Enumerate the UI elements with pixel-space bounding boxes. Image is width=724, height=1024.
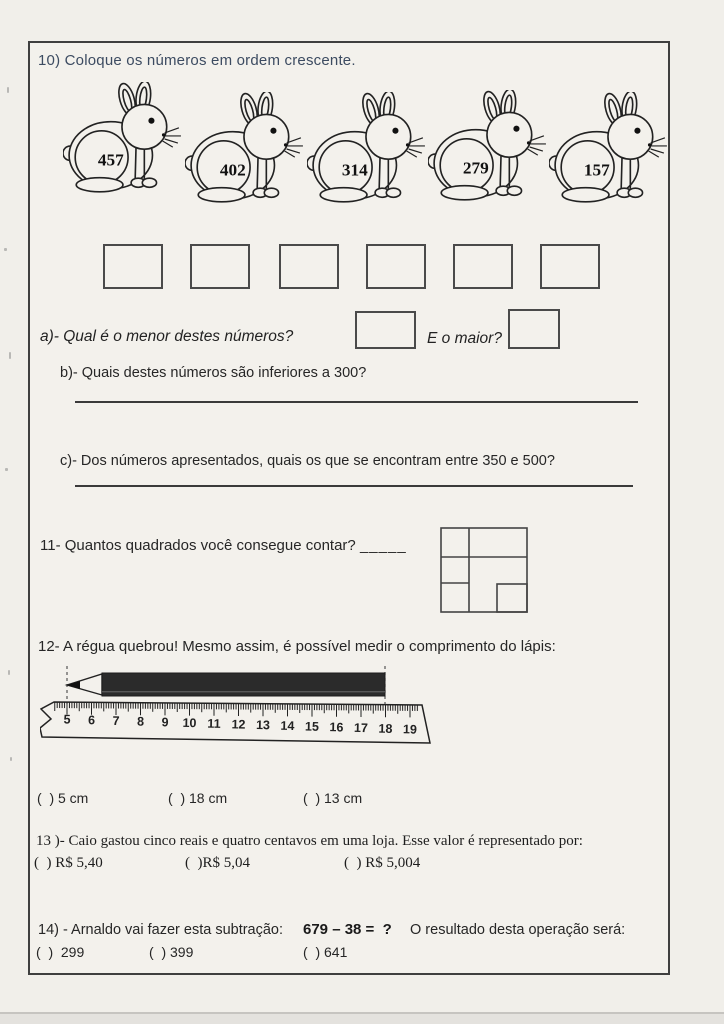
svg-text:19: 19 <box>402 722 418 737</box>
question-10c-label: c)- Dos números apresentados, quais os que se encontram entre 350 e 500? <box>60 453 555 469</box>
svg-text:10: 10 <box>182 715 197 731</box>
question-14-expression: 679 – 38 = ? <box>303 921 392 938</box>
option-13-540[interactable]: ( ) R$ 5,40 <box>34 855 103 871</box>
question-10b-label: b)- Quais destes números são inferiores a 300? <box>60 365 367 381</box>
ruler-numbers <box>63 712 417 736</box>
order-answer-box[interactable] <box>103 244 163 289</box>
order-answer-box[interactable] <box>190 244 250 289</box>
scan-artifact <box>7 87 9 93</box>
option-14-299[interactable]: ( ) 299 <box>36 944 85 960</box>
option-13-504[interactable]: ( )R$ 5,04 <box>185 855 250 871</box>
option-14-399[interactable]: ( ) 399 <box>149 944 194 960</box>
question-14-suffix: O resultado desta operação será: <box>410 922 626 938</box>
question-11-label <box>40 537 407 554</box>
svg-text:12: 12 <box>231 717 246 732</box>
squares-figure <box>440 527 528 613</box>
question-11-blank[interactable]: _____ <box>359 537 407 554</box>
option-12-18cm[interactable]: ( ) 18 cm <box>168 790 228 806</box>
question-14-label: 14) - Arnaldo vai fazer esta subtração: <box>38 922 284 938</box>
order-answer-box[interactable] <box>366 244 426 289</box>
question-13-label: 13 )- Caio gastou cinco reais e quatro centavos em uma loja. Esse valor é representado por: <box>36 833 583 849</box>
option-12-13cm[interactable]: ( ) 13 cm <box>303 790 363 806</box>
question-12-label: 12- A régua quebrou! Mesmo assim, é possível medir o comprimento do lápis: <box>38 638 556 655</box>
scan-artifact <box>4 248 7 251</box>
scan-artifact <box>10 757 12 761</box>
order-answer-box[interactable] <box>540 244 600 289</box>
order-answer-box[interactable] <box>453 244 513 289</box>
question-10a-label: a)- Qual é o menor destes números? <box>40 328 294 345</box>
rabbit-figure <box>307 92 429 206</box>
svg-text:7: 7 <box>112 713 120 728</box>
svg-text:14: 14 <box>280 718 295 734</box>
option-12-5cm[interactable]: ( ) 5 cm <box>37 790 89 806</box>
answer-box-maior[interactable] <box>508 309 560 349</box>
svg-text:17: 17 <box>353 720 369 736</box>
scan-artifact <box>5 468 8 471</box>
svg-text:5: 5 <box>63 712 71 727</box>
rabbit-number: 314 <box>341 160 368 180</box>
scan-artifact <box>8 670 10 675</box>
rabbit-number: 457 <box>97 150 124 170</box>
pencil-graphite <box>67 681 80 689</box>
rabbit-figure <box>185 92 307 206</box>
svg-text:8: 8 <box>136 714 145 729</box>
rabbit-number: 279 <box>462 158 489 178</box>
paper-edge-shadow <box>0 1014 724 1024</box>
svg-text:15: 15 <box>304 719 320 734</box>
rabbit-figure <box>549 92 671 206</box>
answer-line-10b[interactable] <box>75 401 638 403</box>
svg-text:6: 6 <box>87 713 96 728</box>
rabbit-number: 157 <box>583 160 610 180</box>
rabbit-number: 402 <box>219 160 246 180</box>
question-10a-label2: E o maior? <box>427 330 502 347</box>
question-10-title: 10) Coloque os números em ordem crescente. <box>38 52 356 69</box>
rabbit-figure <box>63 82 185 196</box>
order-answer-box[interactable] <box>279 244 339 289</box>
svg-text:16: 16 <box>329 720 344 735</box>
answer-box-menor[interactable] <box>355 311 416 349</box>
ruler-pencil-figure <box>40 664 432 764</box>
pencil-body <box>102 673 385 696</box>
option-13-5004[interactable]: ( ) R$ 5,004 <box>344 855 421 871</box>
svg-text:11: 11 <box>207 716 221 731</box>
svg-text:13: 13 <box>255 718 271 733</box>
question-11-text: 11- Quantos quadrados você consegue contar? <box>40 537 356 554</box>
rabbit-icon <box>63 82 185 196</box>
option-14-641[interactable]: ( ) 641 <box>303 944 348 960</box>
svg-text:18: 18 <box>378 721 393 736</box>
scan-artifact <box>9 352 11 359</box>
svg-text:9: 9 <box>161 715 169 730</box>
answer-line-10c[interactable] <box>75 485 633 487</box>
rabbit-figure <box>428 90 550 204</box>
